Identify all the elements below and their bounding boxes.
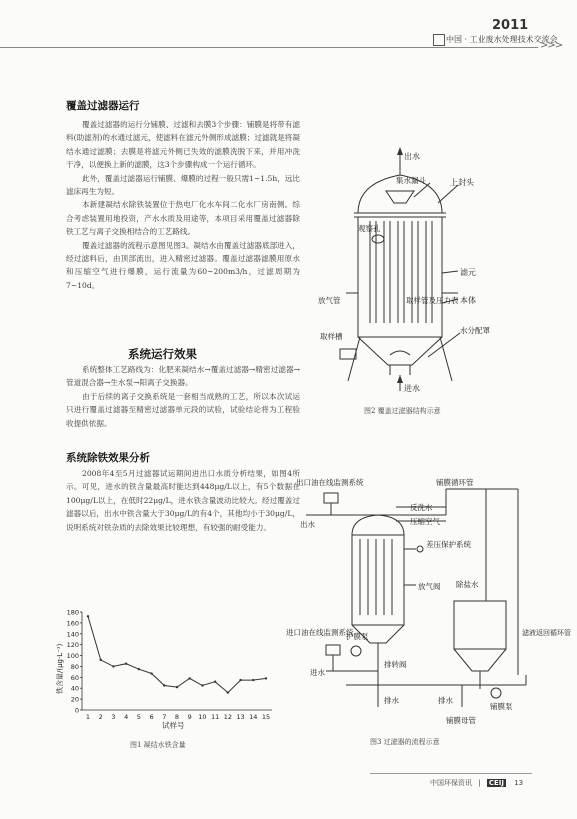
section2-body xyxy=(66,363,300,430)
label-coating-pump: 铺膜泵 xyxy=(490,702,513,711)
figure1-caption: 图1 凝结水铁含量 xyxy=(130,741,186,749)
label-drain-valve: 排转阀 xyxy=(384,660,407,669)
label-outlet-monitor: 出口油在线监测系统 xyxy=(296,478,364,487)
section-heading-iron-removal: 系统除铁效果分析 xyxy=(66,452,150,464)
y-tick-label: 60 xyxy=(70,673,79,682)
x-axis-label: 试样号 xyxy=(162,721,185,730)
label-sight-hole: 观察孔 xyxy=(358,224,381,233)
figure1-iron-content-chart xyxy=(52,606,282,734)
figure3-process-flow xyxy=(286,475,571,737)
y-tick-label: 160 xyxy=(66,619,79,628)
data-point xyxy=(252,679,254,681)
section-heading-filter-operation: 覆盖过滤器运行 xyxy=(66,100,140,112)
label-coating-pump-a: 护膜泵 xyxy=(346,632,369,641)
data-point xyxy=(265,677,267,679)
footer-divider xyxy=(370,773,532,774)
x-tick-label: 4 xyxy=(124,713,129,721)
x-tick-label: 14 xyxy=(249,713,258,721)
section1-body xyxy=(66,118,300,292)
x-tick-label: 6 xyxy=(149,713,154,721)
paragraph: 由于后续的离子交换系统是一套相当成熟的工艺，所以本次试运只进行覆盖过滤器至精密过滤器单元段的试验，试验结论将为工程验收提供依据。 xyxy=(66,391,300,428)
label-top-head: 上封头 xyxy=(450,178,474,187)
y-tick-label: 40 xyxy=(70,684,79,693)
y-tick-label: 20 xyxy=(70,695,79,704)
figure2-filter-structure xyxy=(318,143,508,403)
x-tick-label: 3 xyxy=(111,713,116,721)
label-backwash: 反洗水 xyxy=(410,503,433,512)
data-point xyxy=(239,679,241,681)
header-divider xyxy=(0,47,538,48)
data-point xyxy=(227,691,229,693)
y-tick-label: 120 xyxy=(66,641,79,650)
label-water-out: 出水 xyxy=(404,152,420,161)
data-point xyxy=(163,684,165,686)
label-vent-valve: 放气阀 xyxy=(418,582,441,591)
data-point xyxy=(214,680,216,682)
paragraph: 本新建凝结水除铁装置位于热电厂化水车间二化水厂房南侧。综合考虑装置用地投资，产水水质及用途等，本项目采用覆盖过滤器除铁工艺与离子交换相结合的工艺路线。 xyxy=(66,200,300,237)
paragraph: 覆盖过滤器的流程示意图见图3。凝结水由覆盖过滤器底部进入，经过滤料后，由顶部流出，进入精密过滤器。覆盖过滤器滤膜用原水和压缩空气进行爆膜，运行流量为60~200m3/h，过滤周期为7~10d。 xyxy=(66,240,300,290)
y-tick-label: 140 xyxy=(66,630,79,639)
paragraph: 2008年4至5月过滤器试运期间进出口水质分析结果，如图4所示。可见，进水的铁含量最高时能达到448μg/L以上，有5个数据在100μg/L以上，在低时22μg/L，进水铁含量波动比较大。经过覆盖过滤器以后，出水中铁含量大于30μg/L的有4个，其他均小于30μg/L，说明系统对铁杂质的去除效果比较理想，有较强的耐受能力。 xyxy=(66,469,300,532)
x-tick-label: 15 xyxy=(261,713,271,721)
data-point xyxy=(189,677,191,679)
x-tick-label: 13 xyxy=(236,713,245,721)
data-point xyxy=(201,684,203,686)
figure3-caption: 图3 过滤器的流程示意 xyxy=(370,738,440,746)
paragraph: 覆盖过滤器的运行分铺膜、过滤和去膜3个步骤：铺膜是将带有滤料(助滤剂)的水通过滤元，使滤料在滤元外侧形成滤膜；过滤就是将凝结水通过滤膜；去膜是将滤元外侧已失效的滤膜洗脱下来，并用冲洗干净，以便换上新的滤膜，这3个步骤构成一个运行循环。 xyxy=(66,120,300,170)
x-tick-label: 7 xyxy=(162,713,167,721)
label-body: 本体 xyxy=(460,296,476,305)
y-tick-label: 0 xyxy=(74,706,79,715)
x-tick-label: 11 xyxy=(211,713,220,721)
data-point xyxy=(87,615,89,617)
label-sample-tank: 取样槽 xyxy=(320,332,343,341)
label-compressed-air: 压缩空气 xyxy=(410,517,440,526)
y-tick-label: 100 xyxy=(66,652,79,661)
paragraph: 此外，覆盖过滤器运行铺膜、爆膜的过程一般只需1~1.5h，远比滤床再生为短。 xyxy=(66,173,301,197)
label-distributor: 水分配罩 xyxy=(460,326,490,335)
data-point xyxy=(100,659,102,661)
section3-body xyxy=(66,467,300,534)
footer-source: 中国环保资讯 xyxy=(430,779,472,787)
label-vent: 放气管 xyxy=(318,296,341,305)
label-element: 滤元 xyxy=(460,268,476,277)
header-conference: 中国 · 工业废水处理技术交流会 xyxy=(446,35,558,44)
label-coating-return: 滤液返回循环管 xyxy=(522,629,571,637)
y-axis-label: 铁含量/(μg·L⁻¹) xyxy=(56,643,64,694)
data-point xyxy=(125,663,127,665)
footer-page-number: 13 xyxy=(514,779,524,787)
x-tick-label: 10 xyxy=(198,713,207,721)
data-point xyxy=(176,686,178,688)
data-point xyxy=(150,672,152,674)
footer: 中国环保资讯 | CEIJ 13 xyxy=(430,779,524,787)
x-tick-label: 8 xyxy=(174,713,180,721)
label-drain-1: 排水 xyxy=(384,696,399,705)
y-tick-label: 80 xyxy=(70,662,79,671)
label-diff-protect: 差压保护系统 xyxy=(426,540,471,549)
data-point xyxy=(112,665,114,667)
label-drain-2: 排水 xyxy=(438,696,453,705)
y-tick-label: 180 xyxy=(66,608,79,617)
x-tick-label: 5 xyxy=(136,713,141,721)
header-arrows: >>> xyxy=(540,40,563,51)
x-tick-label: 12 xyxy=(223,713,232,721)
label-water-in: 进水 xyxy=(404,384,420,393)
label-coating-main: 铺膜母管 xyxy=(446,716,476,725)
figure2-caption: 图2 覆盖过滤器结构示意 xyxy=(364,407,441,415)
label-inlet-monitor: 进口油在线监测系统 xyxy=(286,628,354,637)
conference-logo-icon xyxy=(433,34,445,46)
data-point xyxy=(138,668,140,670)
label-demin-water: 除盐水 xyxy=(456,580,479,589)
label-water-out: 出水 xyxy=(300,520,315,529)
series-line xyxy=(88,616,266,692)
label-sampling: 取样管及压力表 xyxy=(406,296,459,305)
x-tick-label: 1 xyxy=(85,713,91,721)
label-collector: 集水漏斗 xyxy=(396,176,426,185)
footer-brand-logo: CEIJ xyxy=(488,779,504,787)
x-tick-label: 9 xyxy=(187,713,192,721)
header-year: 2011 xyxy=(492,18,529,33)
label-water-in: 进水 xyxy=(310,668,325,677)
section-heading-system-effect: 系统运行效果 xyxy=(128,347,197,361)
x-tick-label: 2 xyxy=(98,713,103,721)
paragraph: 系统整体工艺路线为：化肥来凝结水→覆盖过滤器→精密过滤器→管道混合器→生水泵→阳离子交换器。 xyxy=(66,365,300,388)
label-coating-pipe: 铺膜循环管 xyxy=(436,478,474,487)
